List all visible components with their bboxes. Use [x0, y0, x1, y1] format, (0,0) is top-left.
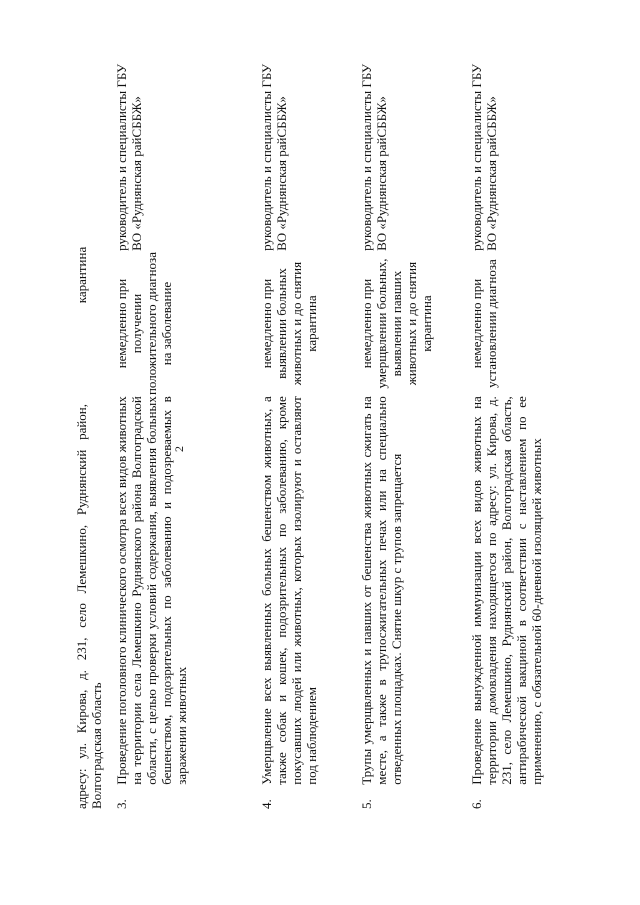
row-action: Проведение вынужденной иммунизации всех видов животных на территории домовладения находящегося по адресу: ул. Кирова, д. 231, село Лемешкино, Руднянский район, Волгоградская область, антирабической вакциной в соответствии с наставлением по ее применению, с обязательной 60-дневной изоляцией животных: [469, 396, 544, 785]
row-responsible: руководитель и специалисты ГБУ ВО «Руднянская райСББЖ»: [114, 63, 144, 251]
measures-table: [114, 49, 579, 809]
page-number: 2: [172, 446, 186, 452]
row-number: 6.: [469, 799, 484, 809]
row-action: Умерщвление всех выявленных больных бешенством животных, а также собак и кошек, подозрительных по заболеванию, кроме покусавших людей или животных, которых изолируют и оставляют под наблюдением: [259, 396, 319, 785]
row-number: 4.: [259, 799, 274, 809]
table-row: [114, 49, 259, 809]
row-responsible: руководитель и специалисты ГБУ ВО «Руднянская райСББЖ»: [259, 63, 289, 251]
table-row: [359, 49, 469, 809]
row-responsible: руководитель и специалисты ГБУ ВО «Руднянская райСББЖ»: [469, 63, 499, 251]
table-row: [259, 49, 359, 809]
row-number: 5.: [359, 799, 374, 809]
row-term: немедленно при умерщвлении больных, выявлении павших животных и до снятия карантина: [359, 258, 434, 389]
row-term: немедленно при установлении диагноза: [469, 259, 499, 388]
row-action: Проведение поголовного клинического осмотра всех видов животных на территории села Лемешкино Руднянского района Волгоградской области, с целью проверки условий содержания, выявления больных бешенством, подозрительных по заболеванию и подозреваемых в заражении животных: [114, 396, 189, 785]
row-number: 3.: [114, 799, 129, 809]
continuation-term: карантина: [74, 246, 89, 304]
row-term: немедленно при получении положительного диагноза на заболевание: [114, 252, 174, 396]
table-row: [469, 49, 579, 809]
row-responsible: руководитель и специалисты ГБУ ВО «Руднянская райСББЖ»: [359, 63, 389, 251]
row-action: Трупы умерщвленных и павших от бешенства животных сжигать на месте, а также в трупосжигательных печах или на специально отведенных площадках. Снятие шкур с трупов запрещается: [359, 396, 404, 785]
continuation-text: адресу: ул. Кирова, д. 231, село Лемешкино, Руднянский район, Волгоградская область: [74, 404, 104, 809]
row-term: немедленно при выявлении больных животных и до снятия карантина: [259, 261, 319, 386]
